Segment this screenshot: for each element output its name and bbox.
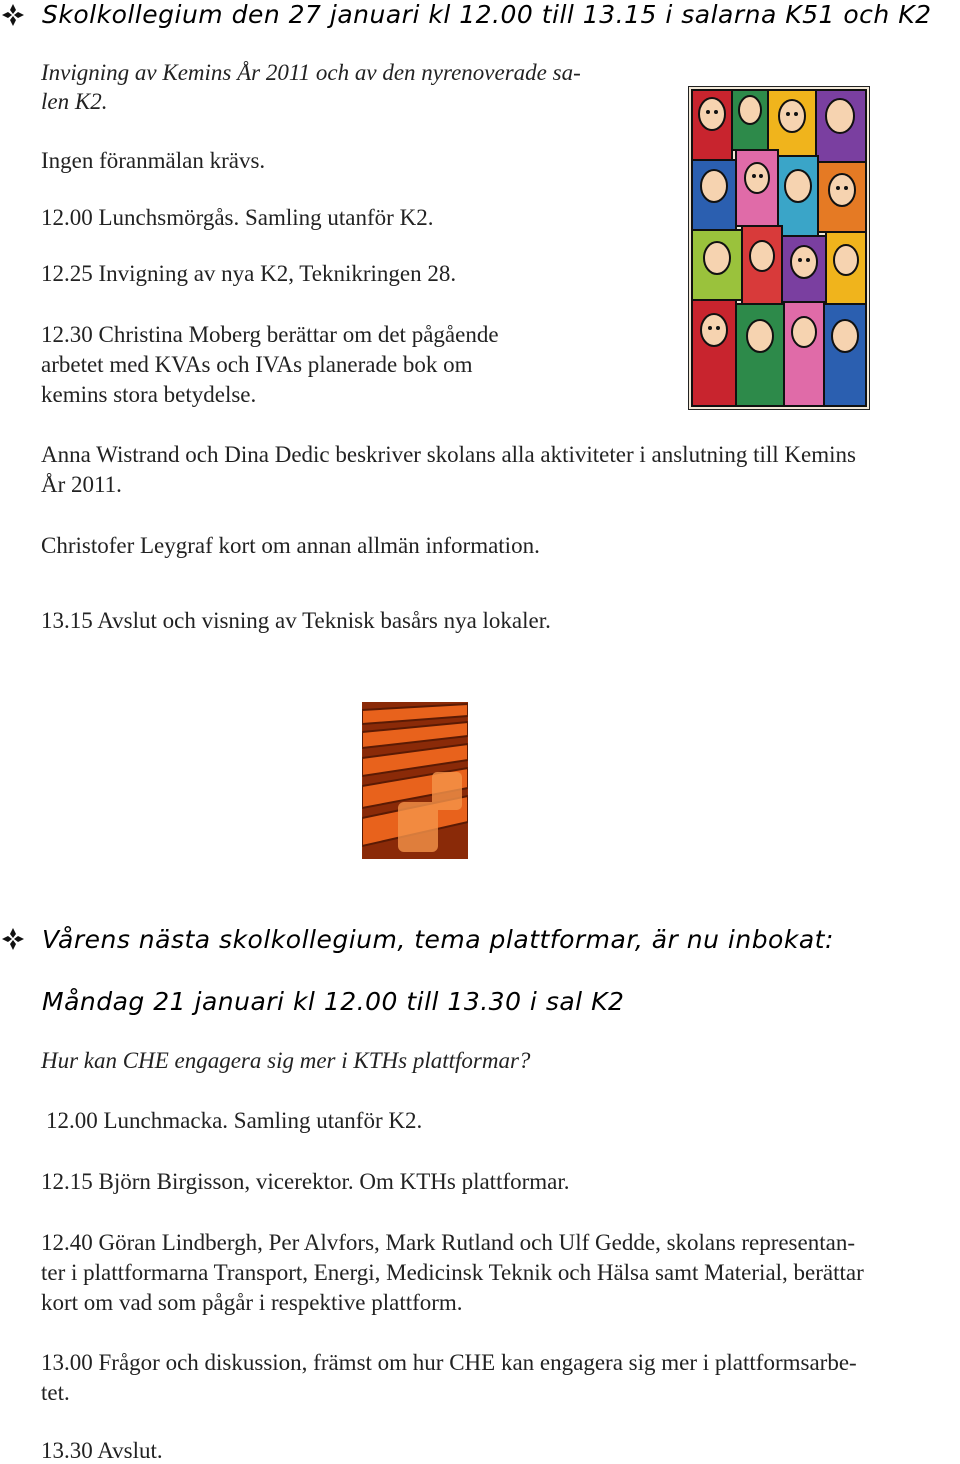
intro-text-cont: len K2.: [41, 89, 108, 114]
agenda-item: 13.30 Avslut.: [41, 1438, 163, 1463]
intro-text: Invigning av Kemins År 2011 och av den nyrenoverade sa-: [41, 60, 581, 85]
registration-note: Ingen föranmälan krävs.: [41, 148, 266, 173]
agenda-item-cont: tet.: [41, 1380, 70, 1405]
crowd-illustration: [688, 86, 870, 410]
section-heading: Skolkollegium den 27 januari kl 12.00 till 13.15 i salarna K51 och K2: [42, 0, 932, 29]
agenda-item: 12.00 Lunchmacka. Samling utanför K2.: [46, 1108, 423, 1133]
agenda-item: 12.30 Christina Moberg berättar om det pågående: [41, 322, 499, 347]
activities-text-cont: År 2011.: [41, 472, 122, 497]
information-text: Christofer Leygraf kort om annan allmän information.: [41, 533, 540, 558]
agenda-item-cont: kemins stora betydelse.: [41, 382, 257, 407]
theme-question: Hur kan CHE engagera sig mer i KTHs plattformar?: [41, 1048, 531, 1073]
agenda-item: 12.25 Invigning av nya K2, Teknikringen 28.: [41, 261, 457, 286]
agenda-item: 12.15 Björn Birgisson, vicerektor. Om KTHs plattformar.: [41, 1169, 570, 1194]
agenda-item-cont: ter i plattformarna Transport, Energi, Medicinsk Teknik och Hälsa samt Material, berättar: [41, 1260, 864, 1285]
agenda-item: 13.00 Frågor och diskussion, främst om hur CHE kan engagera sig mer i plattformsarbe-: [41, 1350, 857, 1375]
section-heading: Vårens nästa skolkollegium, tema plattformar, är nu inbokat:: [42, 925, 834, 954]
activities-text: Anna Wistrand och Dina Dedic beskriver skolans alla aktiviteter i anslutning till Kemins: [41, 442, 856, 467]
agenda-item-cont: arbetet med KVAs och IVAs planerade bok om: [41, 352, 473, 377]
diamond-bullet-icon: [0, 926, 26, 952]
diamond-bullet-icon: [0, 2, 26, 28]
agenda-item: 13.15 Avslut och visning av Teknisk basårs nya lokaler.: [41, 608, 551, 633]
auditorium-seats-photo: [362, 702, 468, 859]
agenda-item: 12.40 Göran Lindbergh, Per Alvfors, Mark Rutland och Ulf Gedde, skolans representan-: [41, 1230, 855, 1255]
agenda-item-cont: kort om vad som pågår i respektive plattform.: [41, 1290, 463, 1315]
date-line: Måndag 21 januari kl 12.00 till 13.30 i sal K2: [42, 987, 625, 1016]
agenda-item: 12.00 Lunchsmörgås. Samling utanför K2.: [41, 205, 434, 230]
